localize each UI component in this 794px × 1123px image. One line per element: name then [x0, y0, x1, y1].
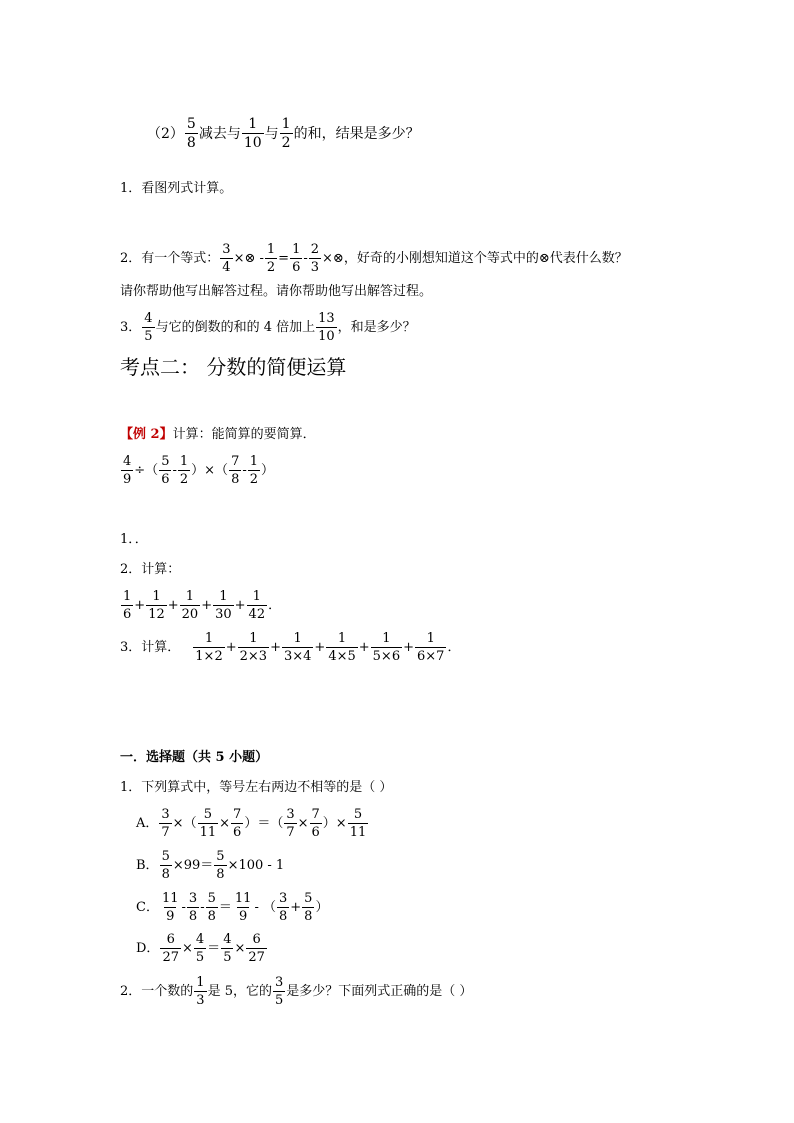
fraction: $\frac{6}{27}$ — [248, 932, 265, 965]
fraction: $\frac{4}{9}$ — [123, 454, 132, 487]
fraction: $\frac{6}{27}$ — [162, 932, 179, 965]
fraction: $\frac{3}{5}$ — [274, 975, 284, 1008]
fraction: $\frac{1}{2}$ — [249, 454, 259, 487]
fraction: $\frac{5}{11}$ — [349, 807, 367, 840]
fraction: $\frac{4}{5}$ — [195, 932, 205, 965]
question-2: 2．有一个等式： $\frac{3}{4}$ ×⊗ - $\frac{1}{2}$ = $\frac{1}{6}$ - $\frac{2}{3}$ ×⊗，好奇的小刚想知道这个等式中的⊗代表什么数？ — [120, 242, 628, 275]
example-2: 【例 2】 计算：能简算的要简算． — [120, 427, 316, 442]
practice-3: 3．计算． $\frac{1}{1\times 2}$ + $\frac{1}{2\times 3}$ + $\frac{1}{3\times 4}$ + $\frac{1}{4\times 5}$ + $\frac{1}{5\times 6}$ + $\frac{1}{6\times 7}$ ． — [120, 631, 461, 664]
fraction: $\frac{11}{9}$ — [161, 891, 179, 924]
choice-section-title: 一．选择题（共 5 小题） — [120, 750, 269, 765]
fraction: $\frac{1}{3}$ — [196, 975, 205, 1008]
fraction: $\frac{1}{4\times 5}$ — [328, 631, 356, 664]
option-d: D． $\frac{6}{27}$ × $\frac{4}{5}$ ＝ $\frac{4}{5}$ × $\frac{6}{27}$ — [136, 932, 265, 965]
fraction: $\frac{1}{1\times 2}$ — [195, 631, 223, 664]
option-a: A． $\frac{3}{7}$ ×（ $\frac{5}{11}$ × $\frac{7}{6}$ ）＝（ $\frac{3}{7}$ × $\frac{7}{6}$ ）× $\frac{5}{11}$ — [136, 807, 367, 840]
fraction: $\frac{2}{3}$ — [310, 242, 320, 275]
question-1: 1．看图列式计算。 — [120, 181, 233, 196]
fraction: $\frac{1}{6\times 7}$ — [417, 631, 445, 664]
fraction: $\frac{1}{30}$ — [215, 589, 232, 622]
fraction: $\frac{1}{6}$ — [292, 242, 301, 275]
fraction: $\frac{1}{12}$ — [148, 589, 165, 622]
fraction: $\frac{4}{5}$ — [223, 932, 232, 965]
option-b: B． $\frac{5}{8}$ ×99＝ $\frac{5}{8}$ ×100 - 1 — [136, 849, 285, 882]
fraction: $\frac{7}{6}$ — [311, 807, 320, 840]
fraction: $\frac{5}{8}$ — [304, 891, 313, 924]
section-heading: 考点二： 分数的简便运算 — [120, 355, 347, 379]
option-c: C． $\frac{11}{9}$ - $\frac{3}{8}$ - $\frac{5}{8}$ ＝ $\frac{11}{9}$ - （ $\frac{3}{8}$ + $\frac{5}{8}$ ） — [136, 891, 329, 924]
fraction: $\frac{1}{2}$ — [266, 242, 276, 275]
fraction: $\frac{5}{8}$ — [186, 116, 196, 151]
question-part-2: （2） $\frac{5}{8}$ 减去与 $\frac{1}{10}$ 与 $\frac{1}{2}$ 的和，结果是多少？ — [147, 116, 420, 151]
fraction: $\frac{1}{42}$ — [248, 589, 266, 622]
practice-2-expression: $\frac{1}{6}$ + $\frac{1}{12}$ + $\frac{1}{20}$ + $\frac{1}{30}$ + $\frac{1}{42}$ ． — [123, 589, 282, 622]
fraction: $\frac{5}{8}$ — [207, 891, 216, 924]
fraction: $\frac{3}{7}$ — [161, 807, 170, 840]
choice-question-1: 1．下列算式中，等号左右两边不相等的是（ ） — [120, 780, 393, 795]
fraction: $\frac{1}{2}$ — [179, 454, 189, 487]
fraction: $\frac{3}{8}$ — [278, 891, 288, 924]
question-3: 3． $\frac{4}{5}$ 与它的倒数的和的 4 倍加上 $\frac{13}{10}$ ，和是多少？ — [120, 311, 416, 344]
fraction: $\frac{11}{9}$ — [234, 891, 252, 924]
choice-question-2: 2．一个数的 $\frac{1}{3}$ 是 5，它的 $\frac{3}{5}$ 是多少？下面列式正确的是（ ） — [120, 975, 473, 1008]
fraction: $\frac{7}{8}$ — [231, 454, 240, 487]
fraction: $\frac{5}{8}$ — [216, 849, 225, 882]
fraction: $\frac{1}{2}$ — [281, 116, 291, 151]
fraction: $\frac{1}{20}$ — [181, 589, 199, 622]
fraction: $\frac{1}{3\times 4}$ — [283, 631, 312, 664]
fraction: $\frac{3}{7}$ — [286, 807, 295, 840]
fraction: $\frac{5}{6}$ — [161, 454, 170, 487]
fraction: $\frac{5}{8}$ — [161, 849, 170, 882]
practice-1: 1．． — [120, 532, 148, 547]
fraction: $\frac{1}{10}$ — [243, 116, 262, 151]
fraction: $\frac{13}{10}$ — [318, 311, 335, 344]
practice-2: 2．计算： — [120, 562, 181, 577]
example-expression: $\frac{4}{9}$ ÷（ $\frac{5}{6}$ - $\frac{1}{2}$ ）×（ $\frac{7}{8}$ - $\frac{1}{2}$ ） — [123, 454, 275, 487]
fraction: $\frac{3}{8}$ — [188, 891, 198, 924]
question-2-continued: 请你帮助他写出解答过程。请你帮助他写出解答过程。 — [120, 284, 433, 299]
fraction: $\frac{3}{4}$ — [222, 242, 231, 275]
part-number: （2） — [147, 125, 184, 142]
fraction: $\frac{1}{2\times 3}$ — [239, 631, 268, 664]
example-tag: 【例 2】 — [120, 427, 173, 442]
fraction: $\frac{7}{6}$ — [233, 807, 242, 840]
fraction: $\frac{5}{11}$ — [199, 807, 217, 840]
fraction: $\frac{4}{5}$ — [144, 311, 153, 344]
fraction: $\frac{1}{5\times 6}$ — [372, 631, 401, 664]
fraction: $\frac{1}{6}$ — [123, 589, 132, 622]
